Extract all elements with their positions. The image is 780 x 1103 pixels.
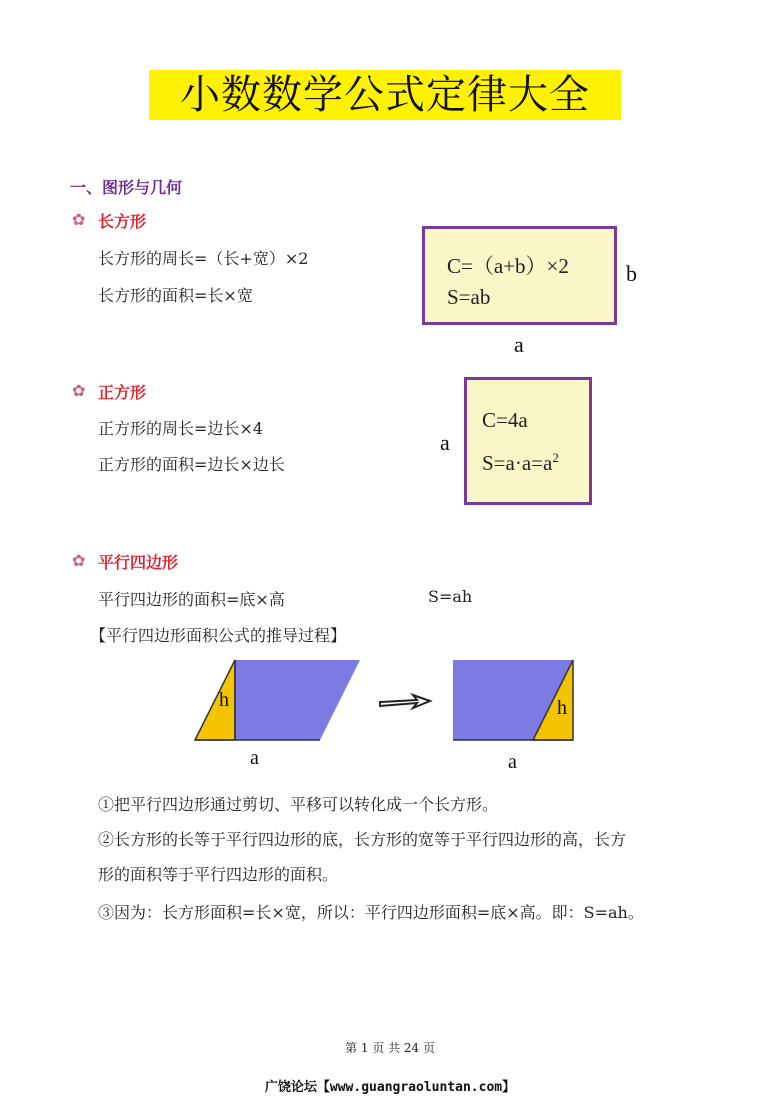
left-base-label: a	[250, 747, 259, 769]
square-formula-area: $S=a\cdot a=a^2$	[482, 450, 559, 475]
rectangle-perimeter: 长方形的周长=（长+宽）×2	[98, 249, 309, 268]
square-formula-perimeter: C=4a	[482, 408, 528, 432]
cut-triangle	[195, 660, 235, 740]
right-height-label: h	[557, 697, 567, 719]
square-area: 正方形的面积=边长×边长	[98, 455, 285, 474]
rectangle-side-label: b	[626, 261, 637, 286]
arrow-right-icon	[380, 695, 430, 708]
parallelogram-area: 平行四边形的面积=底×高	[98, 590, 285, 609]
left-height-label: h	[219, 689, 229, 711]
rectangle-area: 长方形的面积=长×宽	[98, 286, 253, 305]
rectangle-formula-perimeter: C=（a+b）×2	[447, 254, 569, 278]
right-base-label: a	[508, 751, 517, 773]
flower-icon: ✿	[72, 381, 86, 400]
section-heading: 一、图形与几何	[70, 178, 183, 197]
rectangle-formula-box	[422, 226, 617, 325]
derivation-step-3: ③因为：长方形面积=长×宽，所以：平行四边形面积=底×高。即：S=ah。	[98, 903, 644, 922]
square-side-label: a	[440, 430, 450, 455]
rectangle-formula-area: S=ab	[447, 285, 491, 309]
footer-site: 广饶论坛【www.guangraoluntan.com】	[264, 1080, 516, 1095]
derivation-title: 【平行四边形面积公式的推导过程】	[90, 626, 347, 645]
square-perimeter: 正方形的周长=边长×4	[98, 419, 263, 438]
page-title: 小数数学公式定律大全	[149, 70, 621, 120]
flower-icon: ✿	[72, 210, 86, 229]
square-heading: 正方形	[98, 383, 147, 402]
rectangle-bottom-label: a	[514, 332, 524, 357]
rectangle-heading: 长方形	[98, 212, 147, 231]
parallelogram-derivation-diagram	[185, 650, 595, 750]
parallelogram-formula: S=ah	[428, 587, 473, 606]
page-number: 第 1 页 共 24 页	[345, 1041, 435, 1055]
derivation-step-1: ①把平行四边形通过剪切、平移可以转化成一个长方形。	[98, 795, 499, 814]
derivation-step-2: ②长方形的长等于平行四边形的底，长方形的宽等于平行四边形的高，长方	[98, 830, 627, 849]
parallelogram-heading: 平行四边形	[98, 553, 179, 572]
derivation-step-2-cont: 形的面积等于平行四边形的面积。	[98, 865, 339, 884]
flower-icon: ✿	[72, 551, 86, 570]
square-formula-box	[464, 377, 592, 505]
